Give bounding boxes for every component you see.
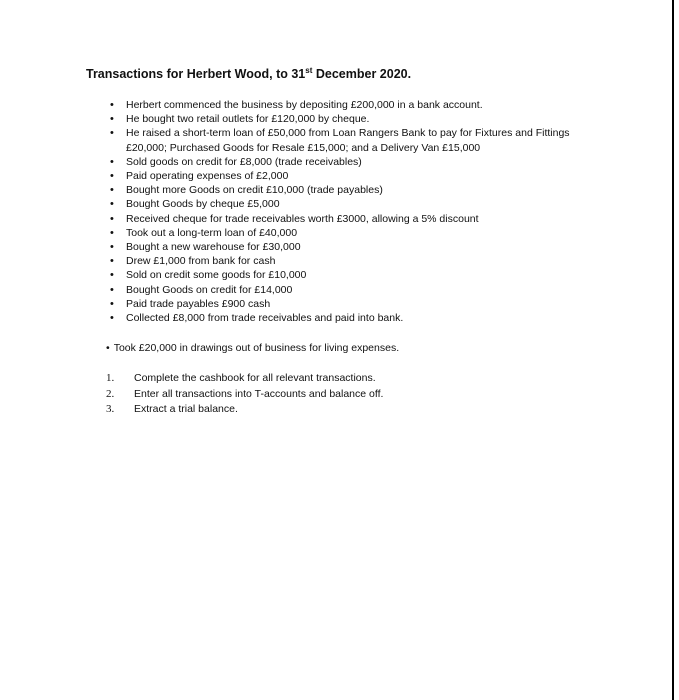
list-item bbox=[110, 112, 606, 126]
list-item-text: He bought two retail outlets for £120,000 by cheque. bbox=[126, 113, 370, 126]
bullet-icon: • bbox=[110, 241, 114, 254]
bullet-icon: • bbox=[110, 283, 114, 296]
list-item-text: Bought a new warehouse for £30,000 bbox=[126, 241, 301, 254]
list-item-text: Sold on credit some goods for £10,000 bbox=[126, 269, 307, 282]
list-item-text: Drew £1,000 from bank for cash bbox=[126, 255, 276, 268]
list-item-text: Paid trade payables £900 cash bbox=[126, 297, 271, 310]
list-item-text: Bought Goods by cheque £5,000 bbox=[126, 198, 280, 211]
list-item bbox=[110, 212, 606, 226]
bullet-icon: • bbox=[110, 184, 114, 197]
bullet-icon: • bbox=[110, 170, 114, 183]
bullet-icon: • bbox=[110, 198, 114, 211]
task-number: 2. bbox=[106, 387, 115, 400]
list-item bbox=[110, 98, 606, 112]
list-item-text: Received cheque for trade receivables worth £3000, allowing a 5% discount bbox=[126, 212, 479, 225]
bullet-icon: • bbox=[110, 255, 114, 268]
list-item-text: Paid operating expenses of £2,000 bbox=[126, 170, 289, 183]
list-item bbox=[110, 268, 606, 282]
task-number: 3. bbox=[106, 403, 115, 416]
bullet-icon: • bbox=[110, 155, 114, 168]
bullet-icon: • bbox=[110, 297, 114, 310]
list-item-text: Sold goods on credit for £8,000 (trade receivables) bbox=[126, 155, 362, 168]
list-item bbox=[110, 297, 606, 311]
bullet-icon: • bbox=[106, 342, 110, 355]
list-item-text: Took out a long-term loan of £40,000 bbox=[126, 226, 298, 239]
task-item bbox=[106, 402, 606, 418]
title-text: Transactions for Herbert Wood, to 31 bbox=[86, 67, 306, 81]
list-item bbox=[110, 183, 606, 197]
list-item bbox=[110, 169, 606, 183]
list-item bbox=[110, 240, 606, 254]
list-item bbox=[110, 126, 606, 154]
task-text: Extract a trial balance. bbox=[134, 403, 238, 416]
title-superscript: st bbox=[305, 65, 313, 75]
bullet-icon: • bbox=[110, 312, 114, 325]
task-text: Enter all transactions into T-accounts and balance off. bbox=[134, 387, 384, 400]
list-item bbox=[110, 254, 606, 268]
document-page bbox=[86, 66, 606, 418]
bullet-icon: • bbox=[110, 212, 114, 225]
list-item bbox=[110, 155, 606, 169]
list-item-text: Bought Goods on credit for £14,000 bbox=[126, 283, 293, 296]
list-item-text: He raised a short-term loan of £50,000 from Loan Rangers Bank to pay for Fixtures and Fittings £20,000; Purchased Goods for Resale £15,000; and a Delivery Van £15,000 bbox=[126, 127, 570, 154]
task-number: 1. bbox=[106, 372, 115, 385]
transactions-list bbox=[86, 98, 606, 325]
list-item bbox=[110, 197, 606, 211]
task-text: Complete the cashbook for all relevant transactions. bbox=[134, 372, 376, 385]
list-item-text: Collected £8,000 from trade receivables and paid into bank. bbox=[126, 312, 404, 325]
list-item bbox=[110, 283, 606, 297]
document-title bbox=[86, 66, 606, 82]
task-item bbox=[106, 371, 606, 387]
title-text-end: December 2020. bbox=[312, 67, 412, 81]
bullet-icon: • bbox=[110, 99, 114, 111]
bullet-icon: • bbox=[110, 127, 114, 140]
task-list bbox=[86, 371, 606, 418]
task-item bbox=[106, 387, 606, 403]
list-item-text: Bought more Goods on credit £10,000 (trade payables) bbox=[126, 184, 383, 197]
bullet-icon: • bbox=[110, 113, 114, 126]
list-item bbox=[110, 226, 606, 240]
list-item-text: Herbert commenced the business by depositing £200,000 in a bank account. bbox=[126, 99, 483, 111]
bullet-icon: • bbox=[110, 269, 114, 282]
extra-transaction-text: Took £20,000 in drawings out of business for living expenses. bbox=[113, 342, 400, 355]
extra-transaction bbox=[106, 341, 606, 355]
list-item bbox=[110, 311, 606, 325]
bullet-icon: • bbox=[110, 226, 114, 239]
